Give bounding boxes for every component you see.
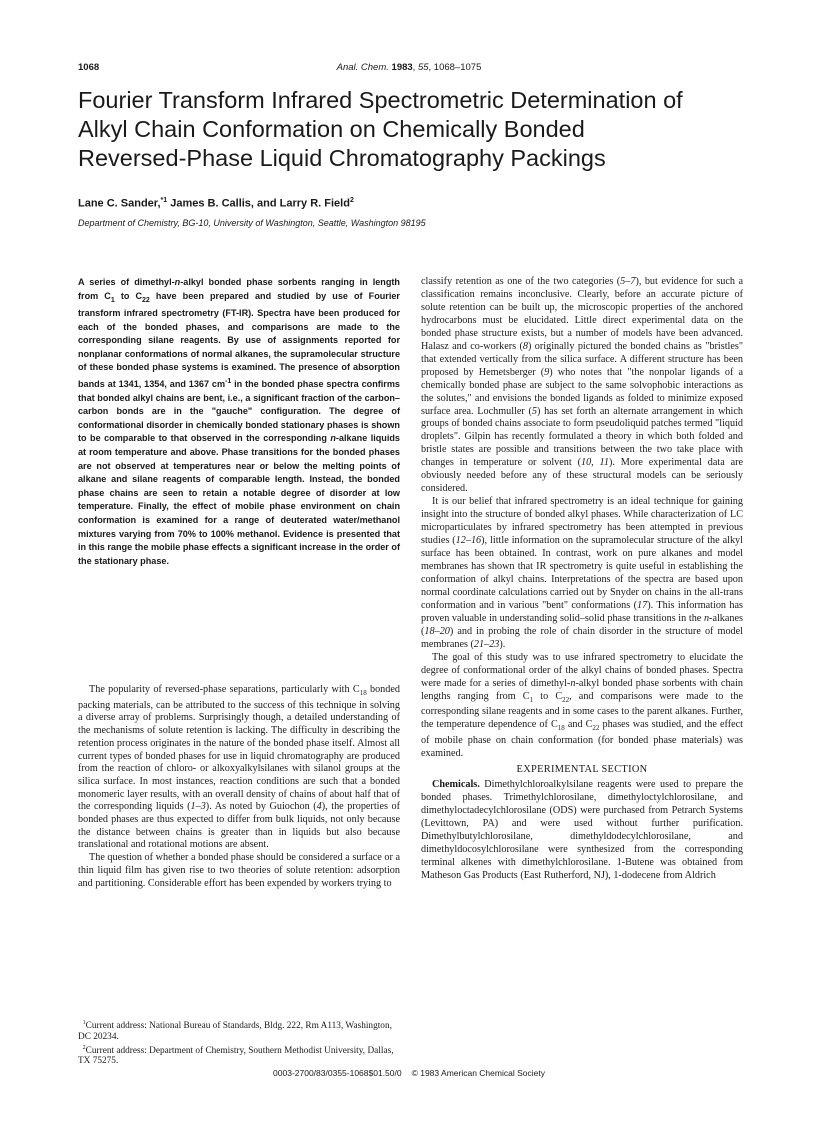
abstract-block — [78, 276, 400, 568]
running-head — [78, 62, 740, 76]
page-number: 1068 — [78, 62, 100, 73]
title-line: Alkyl Chain Conformation on Chemically Bonded — [78, 116, 585, 142]
journal-pages: , 1068–1075 — [428, 62, 482, 73]
author-footnote-marks: *1 — [160, 197, 168, 204]
footnote: $^1$Current address: National Bureau of Standards, Bldg. 222, Rm A113, Washington, DC 20234. — [78, 1020, 392, 1042]
copyright-notice: © 1983 American Chemical Society — [411, 1068, 545, 1078]
abstract-text: A series of dimethyl-n-alkyl bonded phase sorbents ranging in length from $C_1$ to $C_{22}$ have been prepared and studied by use of Fourier transform infrared spectrometry (FT-IR). Spectra have been produced for each of the bonded phases, and comparisons are made to the corresponding silane reagents. By use of assignments reported for nonplanar conformations of normal alkanes, the supramolecular structure of these bonded phase systems is examined. The presence of absorption bands at 1341, 1354, and 1367 $cm^{-1}$ in the bonded phase spectra confirms that bonded alkyl chains are bent, i.e., a significant fraction of the carbon–carbon bonds are in the "gauche" configuration. The degree of conformational disorder in chemically bonded stationary phases is shown to be comparable to that observed in the corresponding n-alkane liquids at room temperature and above. Phase transitions for the bonded phases are not observed at temperatures near or below the melting points of alkane and silane reagents of comparable length. Instead, the bonded phase chains are seen to retain a notable degree of disorder at low temperature. Finally, the effect of mobile phase environment on chain conformation is examined for a range of deuterated water/methanol mixtures varying from 70% to 100% methanol. Evidence is presented that in this range the mobile phase effects a significant increase in the order of the stationary phase. — [78, 277, 400, 566]
author-affiliation: Department of Chemistry, BG-10, University of Washington, Seattle, Washington 98195 — [78, 218, 426, 228]
author-name: James B. Callis, and Larry R. Field — [167, 197, 350, 210]
paragraph: classify retention as one of the two categories (5–7), but evidence for such a classification remains inconclusive. Clearly, before an accurate picture of solute retention can be built up, the microscopic properties of the anchored hydrocarbons must be elucidated. Little direct experimental data on the bonded phase structure exists, but a number of models have been advanced. Halasz and co-workers (8) originally pictured the bonded chains as "bristles" that extended vertically from the silica surface. A different structure has been proposed by Hemetsberger (9) who notes that "the nonpolar ligands of a chemically bonded phase are subject to the same solvophobic interactions as the solutes," and envisions the bonded ligands as folded to minimize exposed surface area. Lochmuller (5) has set forth an alternate arrangement in which groups of bonded chains associate to form pseudoliquid patches termed "liquid droplets". Gilpin has recently formulated a theory in which both folded and bristle states are possible and transitions between the two take place with changes in temperature or solvent (10, 11). More experimental data are obviously needed before any of these structural models can be seriously considered. — [421, 276, 744, 495]
run-in-heading: Chemicals. — [432, 779, 480, 791]
article-code: 0003-2700/83/0355-1068$01.50/0 — [273, 1068, 402, 1078]
paragraph: It is our belief that infrared spectrometry is an ideal technique for gaining insight into the structure of bonded alkyl phases. While characterization of LC microparticulates by infrared spectrometry has been attempted in previous studies (12–16), little information on the supramolecular structure of the alkyl surface has been obtained. In contrast, work on pure alkanes and model membranes has shown that IR spectrometry is quite useful in establishing the conformation of alkyl chains. Interpretations of the spectra are based upon normal coordinate calculations carried out by Snyder on chains in the all-trans conformation and in various "bent" conformations (17). This information has proven valuable in understanding solid–solid phase transitions in the n-alkanes (18–20) and in probing the role of chain disorder in the structure of model membranes (21–23). — [421, 496, 743, 650]
journal-volume: 55 — [417, 62, 429, 73]
footnotes — [78, 1018, 400, 1067]
author-footnote-marks: 2 — [349, 197, 354, 204]
journal-year: 1983 — [391, 62, 413, 73]
article-title — [78, 86, 738, 173]
paragraph: The goal of this study was to use infrared spectrometry to elucidate the degree of conformational order of the alkyl chains of bonded phases. Spectra were made for a series of dimethyl-n-alkyl bonded phase sorbents with chain lengths ranging from $C_1$ to $C_{22}$, and comparisons were made to the corresponding silane reagents and in some cases to the parent alkanes. Further, the temperature dependence of $C_{18}$ and $C_{22}$ phases was studied, and the effect of mobile phase on chain conformation (for bonded phase materials) was examined. — [421, 651, 743, 760]
right-column-text — [421, 276, 743, 883]
title-line: Reversed-Phase Liquid Chromatography Packings — [78, 145, 606, 171]
journal-citation: Anal. Chem. 1983, 55, 1068–1075 — [336, 62, 482, 73]
paragraph: The question of whether a bonded phase should be considered a surface or a thin liquid film has given rise to two theories of solute retention: adsorption and partitioning. Considerable effort has been expended by workers trying to — [78, 852, 400, 889]
section-heading: EXPERIMENTAL SECTION — [516, 764, 648, 776]
paragraph: Chemicals. Dimethylchloroalkylsilane reagents were used to prepare the bonded phases. Trimethylchlorosilane, dimethyloctylchlorosilane, and dimethyloctadecylchlorosilane (ODS) were purchased from Petrarch Systems (Levittown, PA) and were used without further purification. Dimethylbutylchlorosilane, dimethyldodecylchlorosilane, and dimethyldocosylchlorosilane were synthesized from the corresponding terminal alkenes with dimethylchlorosilane. 1-Butene was obtained from Matheson Gas Products (East Rutherford, NJ), 1-dodecene from Aldrich — [421, 779, 743, 881]
title-line: Fourier Transform Infrared Spectrometric Determination of — [78, 87, 683, 113]
author-list — [78, 197, 354, 210]
introduction-text — [78, 684, 400, 890]
page-footer — [78, 1068, 740, 1078]
footnote: $^2$Current address: Department of Chemistry, Southern Methodist University, Dallas, TX 75275. — [78, 1044, 394, 1067]
paragraph: The popularity of reversed-phase separations, particularly with $C_{18}$ bonded packing materials, can be attributed to the success of this technique in solving a diverse array of problems. Surprisingly though, a detailed understanding of the mechanisms of solute retention is lacking. The difficulty in describing the retention process originates in the nature of the bonded phase itself. Almost all current types of bonded phases for use in liquid chromatography are produced from the reaction of chloro- or alkoxyalkylsilanes with silanol groups at the silica surface. In most instances, reaction conditions are such that a bonded monomeric layer results, with an overall density of chains of about half that of the corresponding liquids (1–3). As noted by Guiochon (4), the properties of bonded phases are thus expected to differ from bulk liquids, not only because the distance between chains is greater than in liquids but also because translational and rotational motions are absent. — [78, 684, 401, 851]
author-name: Lane C. Sander, — [78, 197, 161, 210]
journal-name: Anal. Chem. — [336, 62, 389, 73]
